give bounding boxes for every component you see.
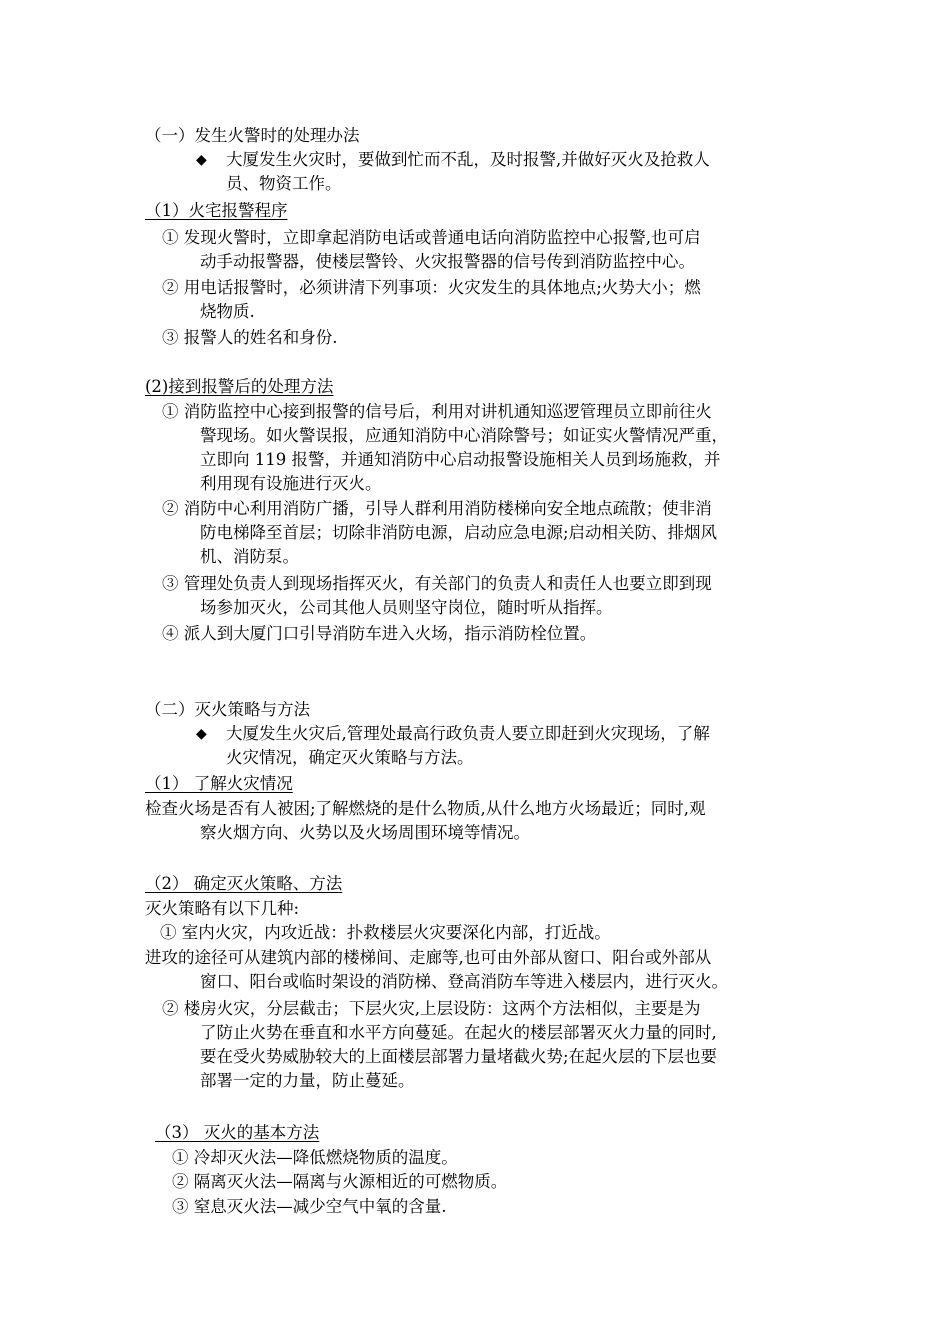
paragraph-cont: 察火烟方向、火势以及火场周围环境等情况。 — [200, 823, 530, 842]
bullet-text: 员、物资工作。 — [226, 174, 342, 193]
subsection-heading: （2） 确定灭火策略、方法 — [145, 874, 343, 893]
subsection-heading: （3） 灭火的基本方法 — [155, 1123, 320, 1142]
list-item: ② 隔离灭火法—隔离与火源相近的可燃物质。 — [172, 1172, 508, 1191]
subsection-heading: （1） 了解火灾情况 — [145, 774, 293, 793]
list-item: ② 用电话报警时，必须讲清下列事项：火灾发生的具体地点;火势大小；燃 — [162, 278, 701, 297]
paragraph: 进攻的途径可从建筑内部的楼梯间、走廊等,也可由外部从窗口、阳台或外部从 — [145, 948, 712, 967]
list-item: ③ 管理处负责人到现场指挥灭火，有关部门的负责人和责任人也要立即到现 — [162, 574, 712, 593]
list-item-cont: 利用现有设施进行灭火。 — [200, 474, 382, 493]
bullet-icon: ◆ — [196, 726, 207, 742]
list-item-cont: 了防止火势在垂直和水平方向蔓延。在起火的楼层部署灭火力量的同时, — [200, 1023, 717, 1042]
list-item-cont: 动手动报警器，使楼层警铃、火灾报警器的信号传到消防监控中心。 — [200, 252, 695, 271]
subsection-heading: (2)接到报警后的处理方法 — [145, 377, 334, 396]
paragraph: 检查火场是否有人被困;了解燃烧的是什么物质,从什么地方火场最近；同时,观 — [145, 799, 706, 818]
section-title: （二）灭火策略与方法 — [145, 700, 310, 719]
list-item-cont: 机、消防泵。 — [200, 547, 299, 566]
list-item-cont: 场参加灭火，公司其他人员则坚守岗位，随时听从指挥。 — [200, 598, 613, 617]
list-item: ③ 报警人的姓名和身份. — [162, 328, 338, 347]
bullet-text: 火灾情况，确定灭火策略与方法。 — [226, 748, 474, 767]
list-item-cont: 部署一定的力量，防止蔓延。 — [200, 1071, 415, 1090]
list-item: ② 消防中心利用消防广播，引导人群利用消防楼梯向安全地点疏散；使非消 — [162, 499, 712, 518]
list-item: ① 发现火警时，立即拿起消防电话或普通电话向消防监控中心报警,也可启 — [162, 228, 701, 247]
list-item: ② 楼房火灾，分层截击；下层火灾,上层设防：这两个方法相似，主要是为 — [162, 999, 701, 1018]
list-item-cont: 烧物质. — [200, 302, 255, 321]
list-item: ① 消防监控中心接到报警的信号后，利用对讲机通知巡逻管理员立即前往火 — [162, 402, 712, 421]
list-item-cont: 防电梯降至首层；切除非消防电源，启动应急电源;启动相关防、排烟风 — [200, 523, 718, 542]
list-item: ③ 窒息灭火法—减少空气中氧的含量. — [172, 1197, 447, 1216]
bullet-text: 大厦发生火灾时，要做到忙而不乱，及时报警,并做好灭火及抢救人 — [226, 150, 710, 169]
section-title: （一）发生火警时的处理办法 — [145, 126, 360, 145]
list-item-cont: 警现场。如火警误报，应通知消防中心消除警号；如证实火警情况严重， — [200, 426, 728, 445]
bullet-text: 大厦发生火灾后,管理处最高行政负责人要立即赶到火灾现场，了解 — [226, 724, 710, 743]
paragraph-cont: 窗口、阳台或临时架设的消防梯、登高消防车等进入楼层内，进行灭火。 — [200, 972, 728, 991]
paragraph: 灭火策略有以下几种: — [145, 899, 300, 918]
list-item: ① 冷却灭火法—降低燃烧物质的温度。 — [172, 1148, 458, 1167]
subsection-heading: （1）火宅报警程序 — [145, 201, 288, 220]
list-item: ④ 派人到大厦门口引导消防车进入火场，指示消防栓位置。 — [162, 624, 597, 643]
list-item-cont: 立即向 119 报警，并通知消防中心启动报警设施相关人员到场施救，并 — [200, 450, 721, 469]
list-item: ① 室内火灾，内攻近战：扑救楼层火灾要深化内部，打近战。 — [160, 923, 611, 942]
bullet-icon: ◆ — [196, 152, 207, 168]
list-item-cont: 要在受火势威胁较大的上面楼层部署力量堵截火势;在起火层的下层也要 — [200, 1047, 718, 1066]
